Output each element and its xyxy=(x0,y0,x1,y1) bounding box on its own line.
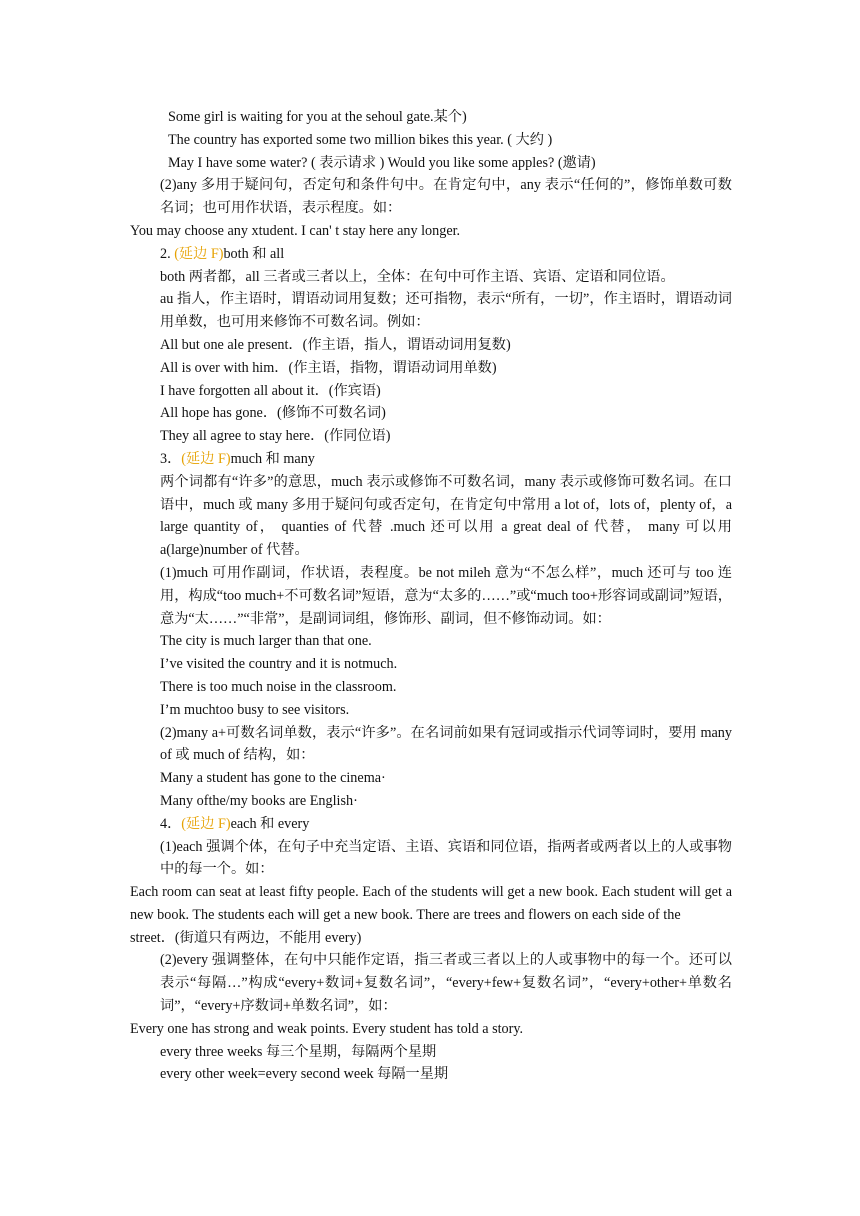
source-tag: (延边 F) xyxy=(174,245,224,262)
example-line: Many a student has gone to the cinema· xyxy=(160,770,386,787)
text-line: street．(街道只有两边，不能用 every) xyxy=(130,929,362,946)
document-body xyxy=(130,106,732,1086)
section-heading xyxy=(130,243,732,266)
text-paragraph: au 指人，作主语时，谓语动词用复数；还可指物，表示“所有，一切”，作主语时，谓语动词用单数，也可用来修饰不可数名词。例如： xyxy=(160,291,732,331)
text-paragraph: (1)much 可用作副词，作状语，表程度。be not mileh 意为“不怎么样”，much 还可与 too 连用，构成“too much+不可数名词”短语，意为“太多的……”或“much too+形容词或副词”短语，意为“太……”“非常”，是副词词组，修饰形、副词，但不修饰动词。如： xyxy=(160,564,732,627)
text-line: The country has exported some two million bikes this year. ( 大约 ) xyxy=(168,131,553,148)
heading-number: 4． xyxy=(160,815,182,832)
text-paragraph: Each room can seat at least fifty people. Each of the students will get a new book. Each student will get a new book. The students each will get a new book. There are trees and flowers on each side of the xyxy=(130,884,732,923)
example-line: All is over with him．(作主语，指物，谓语动词用单数) xyxy=(160,359,497,376)
heading-text: much 和 many xyxy=(230,450,315,467)
example-line: every other week=every second week 每隔一星期 xyxy=(160,1066,449,1083)
text-line: You may choose any xtudent. I can' t stay here any longer. xyxy=(130,222,461,239)
text-paragraph: (2)any 多用于疑问句，否定句和条件句中。在肯定句中，any 表示“任何的”，修饰单数可数名词；也可用作状语，表示程度。如： xyxy=(160,177,732,217)
example-line: I’m muchtoo busy to see visitors. xyxy=(160,701,350,718)
example-line: Many ofthe/my books are English· xyxy=(160,792,358,809)
example-line: every three weeks 每三个星期，每隔两个星期 xyxy=(160,1043,437,1060)
source-tag: (延边 F) xyxy=(181,815,231,832)
heading-text: each 和 every xyxy=(230,815,310,832)
text-line: May I have some water? ( 表示请求 ) Would you like some apples? (邀请) xyxy=(168,154,596,171)
source-tag: (延边 F) xyxy=(181,450,231,467)
text-paragraph: (2)every 强调整体，在句中只能作定语，指三者或三者以上的人或事物中的每一个。还可以表示“每隔…”构成“every+数词+复数名词”，“every+few+复数名词”，“every+other+单数名词”，“every+序数词+单数名词”，如： xyxy=(160,952,732,1015)
text-line: Some girl is waiting for you at the sehoul gate.某个) xyxy=(168,109,467,125)
section-heading xyxy=(130,448,732,471)
heading-number: 3． xyxy=(160,450,182,467)
example-line: I’ve visited the country and it is notmuch. xyxy=(160,656,398,673)
heading-number: 2. xyxy=(160,245,175,262)
example-line: The city is much larger than that one. xyxy=(160,633,372,650)
example-line: I have forgotten all about it．(作宾语) xyxy=(160,382,381,399)
text-line: both 两者都，all 三者或三者以上，全体：在句中可作主语、宾语、定语和同位语。 xyxy=(160,268,675,285)
text-paragraph: (2)many a+可数名词单数，表示“许多”。在名词前如果有冠词或指示代词等词时，要用 many of 或 much of 结构，如： xyxy=(160,724,732,764)
example-line: They all agree to stay here．(作同位语) xyxy=(160,428,391,445)
text-line: Every one has strong and weak points. Every student has told a story. xyxy=(130,1020,524,1037)
heading-text: both 和 all xyxy=(223,245,285,262)
text-paragraph: 两个词都有“许多”的意思，much 表示或修饰不可数名词，many 表示或修饰可数名词。在口语中，much 或 many 多用于疑问句或否定句，在肯定句中常用 a lot of，lots of，plenty of，a large quantity of， quanties of 代替 .much 还可以用 a great deal of 代替， many 可以用 a(large)number of 代替。 xyxy=(160,473,732,559)
example-line: All but one ale present．(作主语，指人，谓语动词用复数) xyxy=(160,336,511,353)
example-line: All hope has gone．(修饰不可数名词) xyxy=(160,405,386,422)
section-heading xyxy=(130,813,732,836)
example-line: There is too much noise in the classroom. xyxy=(160,678,397,695)
text-paragraph: (1)each 强调个体，在句子中充当定语、主语、宾语和同位语，指两者或两者以上的人或事物中的每一个。如： xyxy=(160,838,732,878)
